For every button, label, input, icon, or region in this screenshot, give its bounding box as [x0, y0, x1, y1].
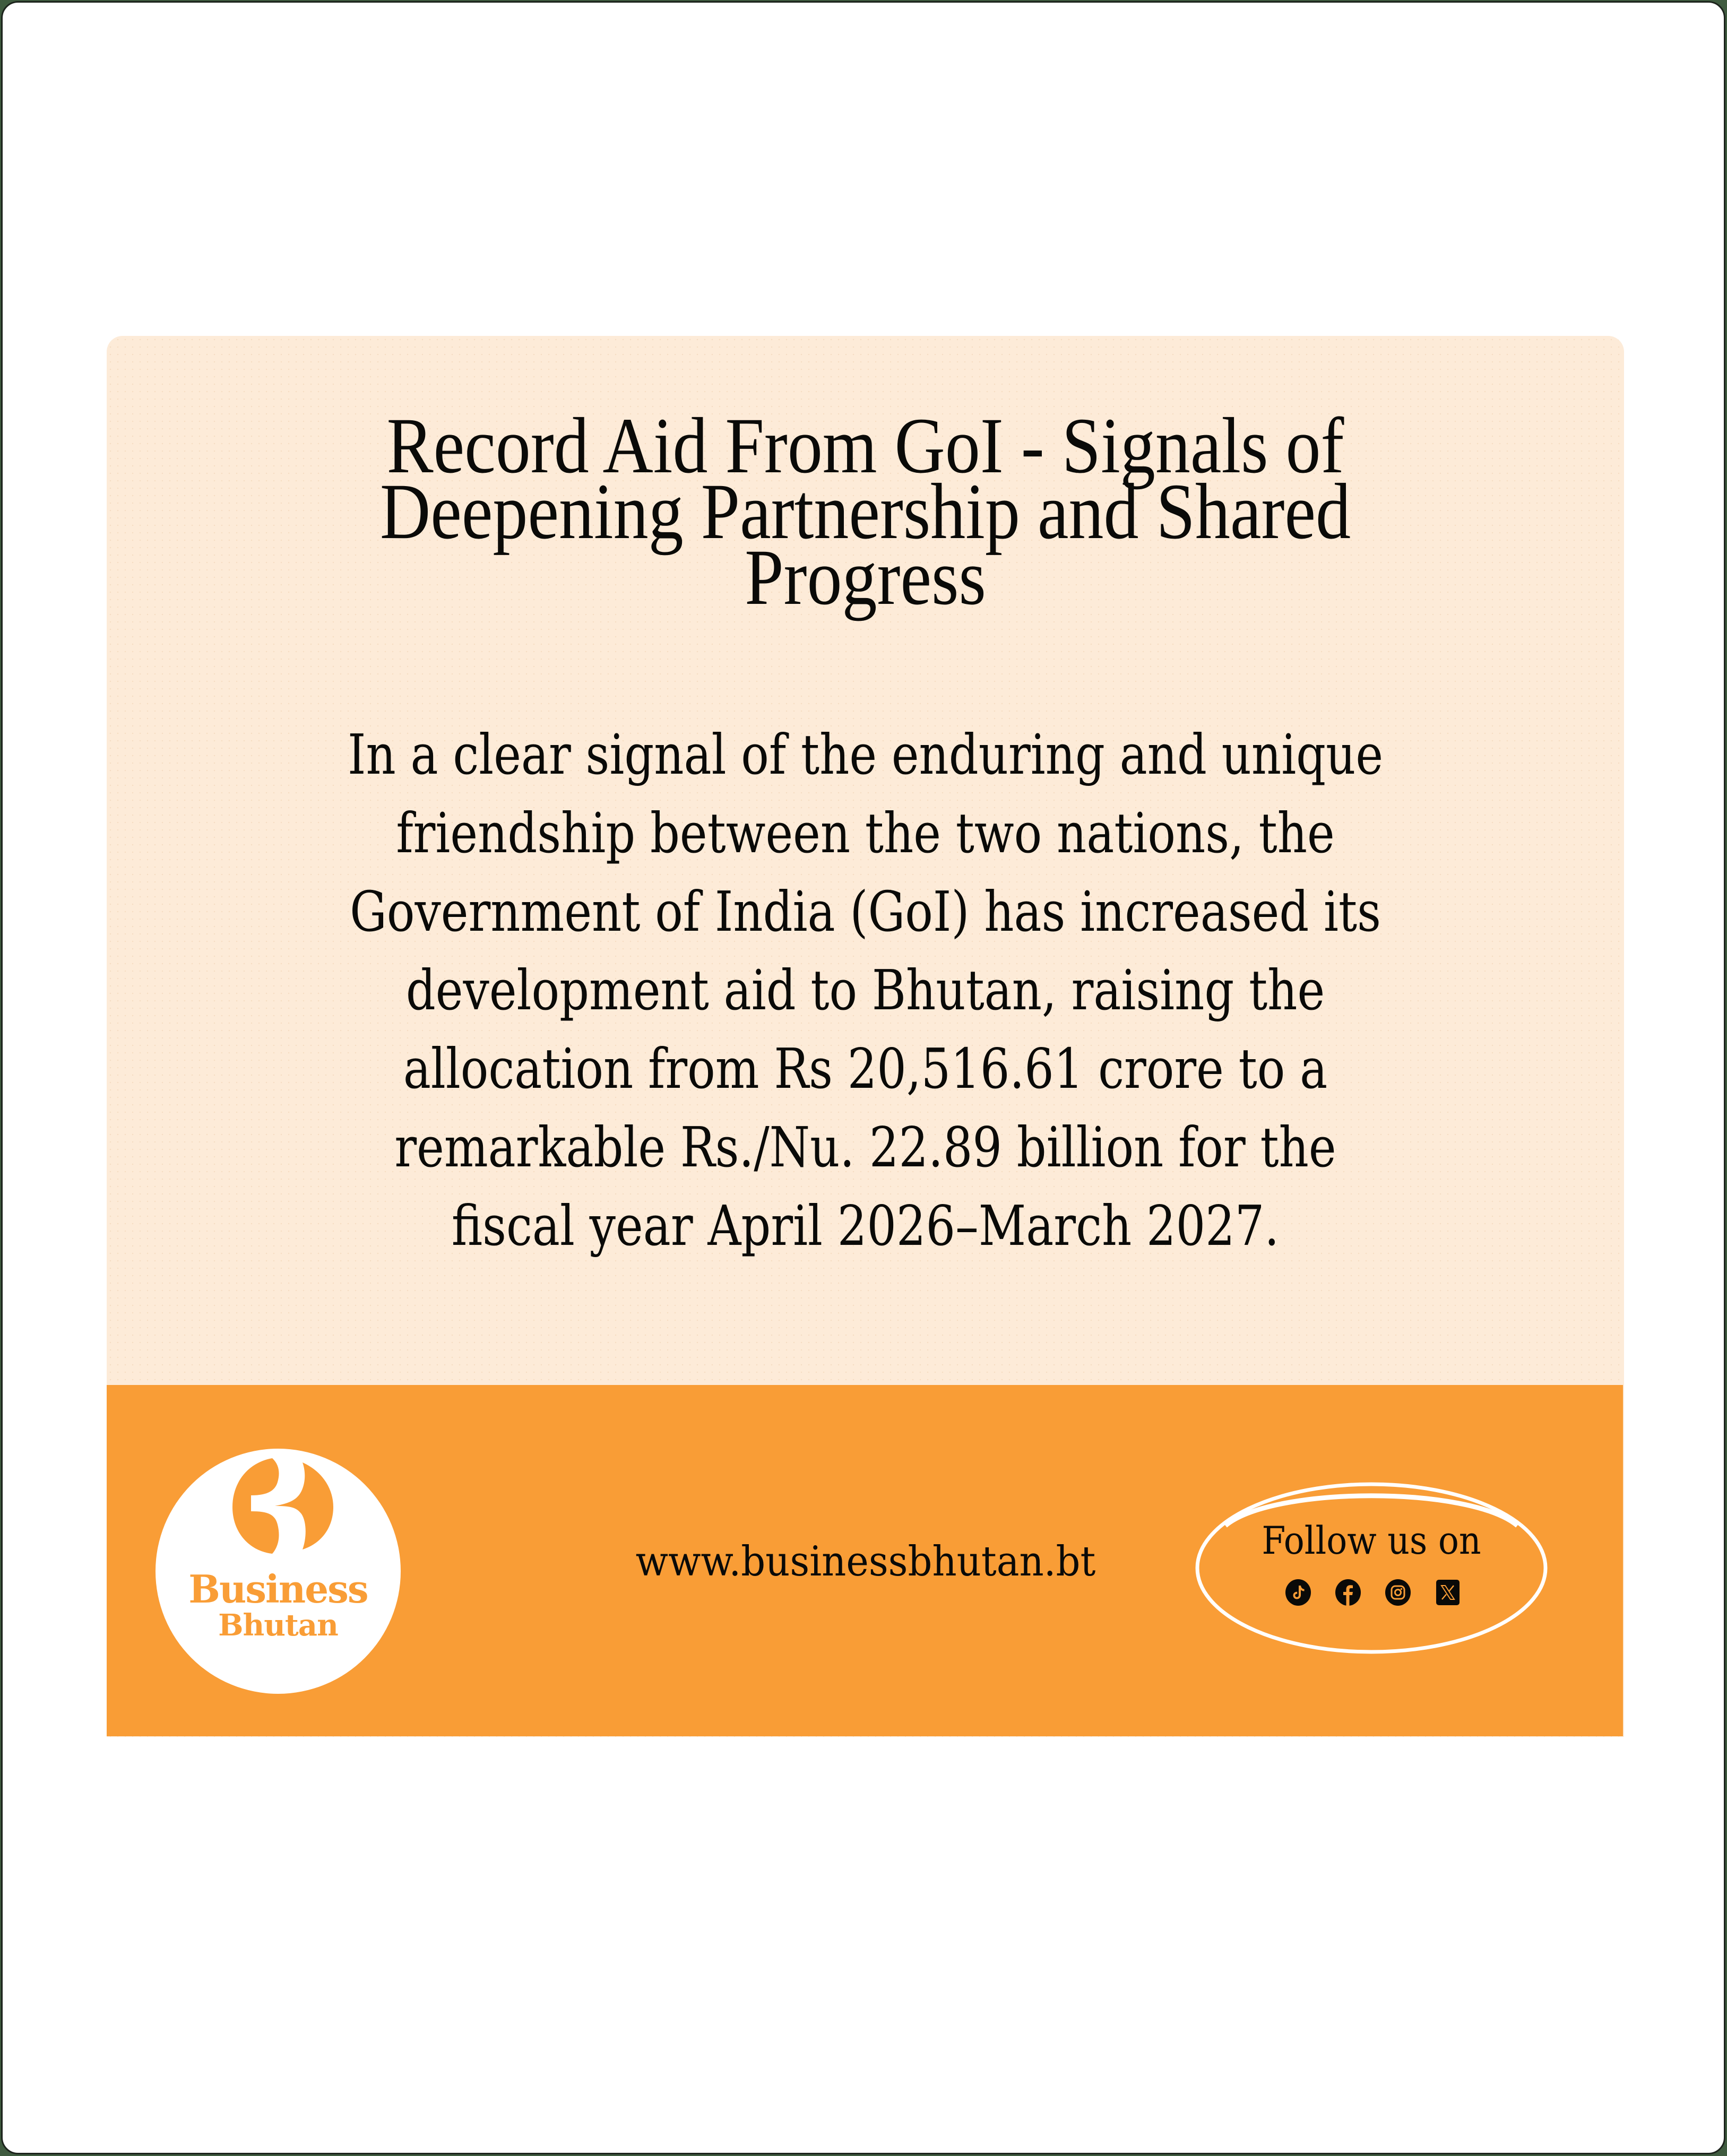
brand-logo[interactable]	[156, 1449, 401, 1694]
body-line: fiscal year April 2026–March 2027.	[451, 1193, 1280, 1258]
x-link[interactable]	[1434, 1579, 1462, 1606]
footer-band	[107, 1385, 1623, 1736]
instagram-link[interactable]	[1384, 1579, 1412, 1606]
body-line: Government of India (GoI) has increased its	[350, 879, 1381, 944]
logo-wordmark-bhutan: Bhutan	[218, 1608, 338, 1643]
body-line: friendship between the two nations, the	[396, 801, 1335, 865]
headline	[198, 402, 1533, 621]
ellipse-outline	[1194, 1480, 1549, 1656]
headline-line: Progress	[745, 533, 986, 621]
headline-line: Record Aid From GoI - Signals of	[386, 402, 1344, 490]
instagram-icon	[1384, 1579, 1412, 1606]
body-line: development aid to Bhutan, raising the	[405, 958, 1325, 1023]
follow-us-label: Follow us on	[1262, 1518, 1481, 1563]
body-line: In a clear signal of the enduring and unique	[347, 722, 1384, 787]
body-line: remarkable Rs./Nu. 22.89 billion for the	[394, 1115, 1336, 1180]
facebook-link[interactable]	[1334, 1579, 1362, 1606]
post-card	[1, 1, 1725, 2154]
tiktok-icon	[1284, 1579, 1312, 1606]
x-icon	[1434, 1579, 1462, 1606]
website-link[interactable]: www.businessbhutan.bt	[635, 1538, 1096, 1586]
body-paragraph	[228, 715, 1503, 1265]
facebook-icon	[1334, 1579, 1362, 1606]
body-line: allocation from Rs 20,516.61 crore to a	[403, 1036, 1328, 1101]
logo-wordmark-business: Business	[188, 1566, 368, 1612]
social-icons	[1194, 1579, 1549, 1606]
follow-us-badge	[1194, 1480, 1549, 1656]
business-bhutan-logo-mark-icon	[232, 1458, 333, 1556]
headline-line: Deepening Partnership and Shared	[379, 467, 1351, 556]
tiktok-link[interactable]	[1284, 1579, 1312, 1606]
